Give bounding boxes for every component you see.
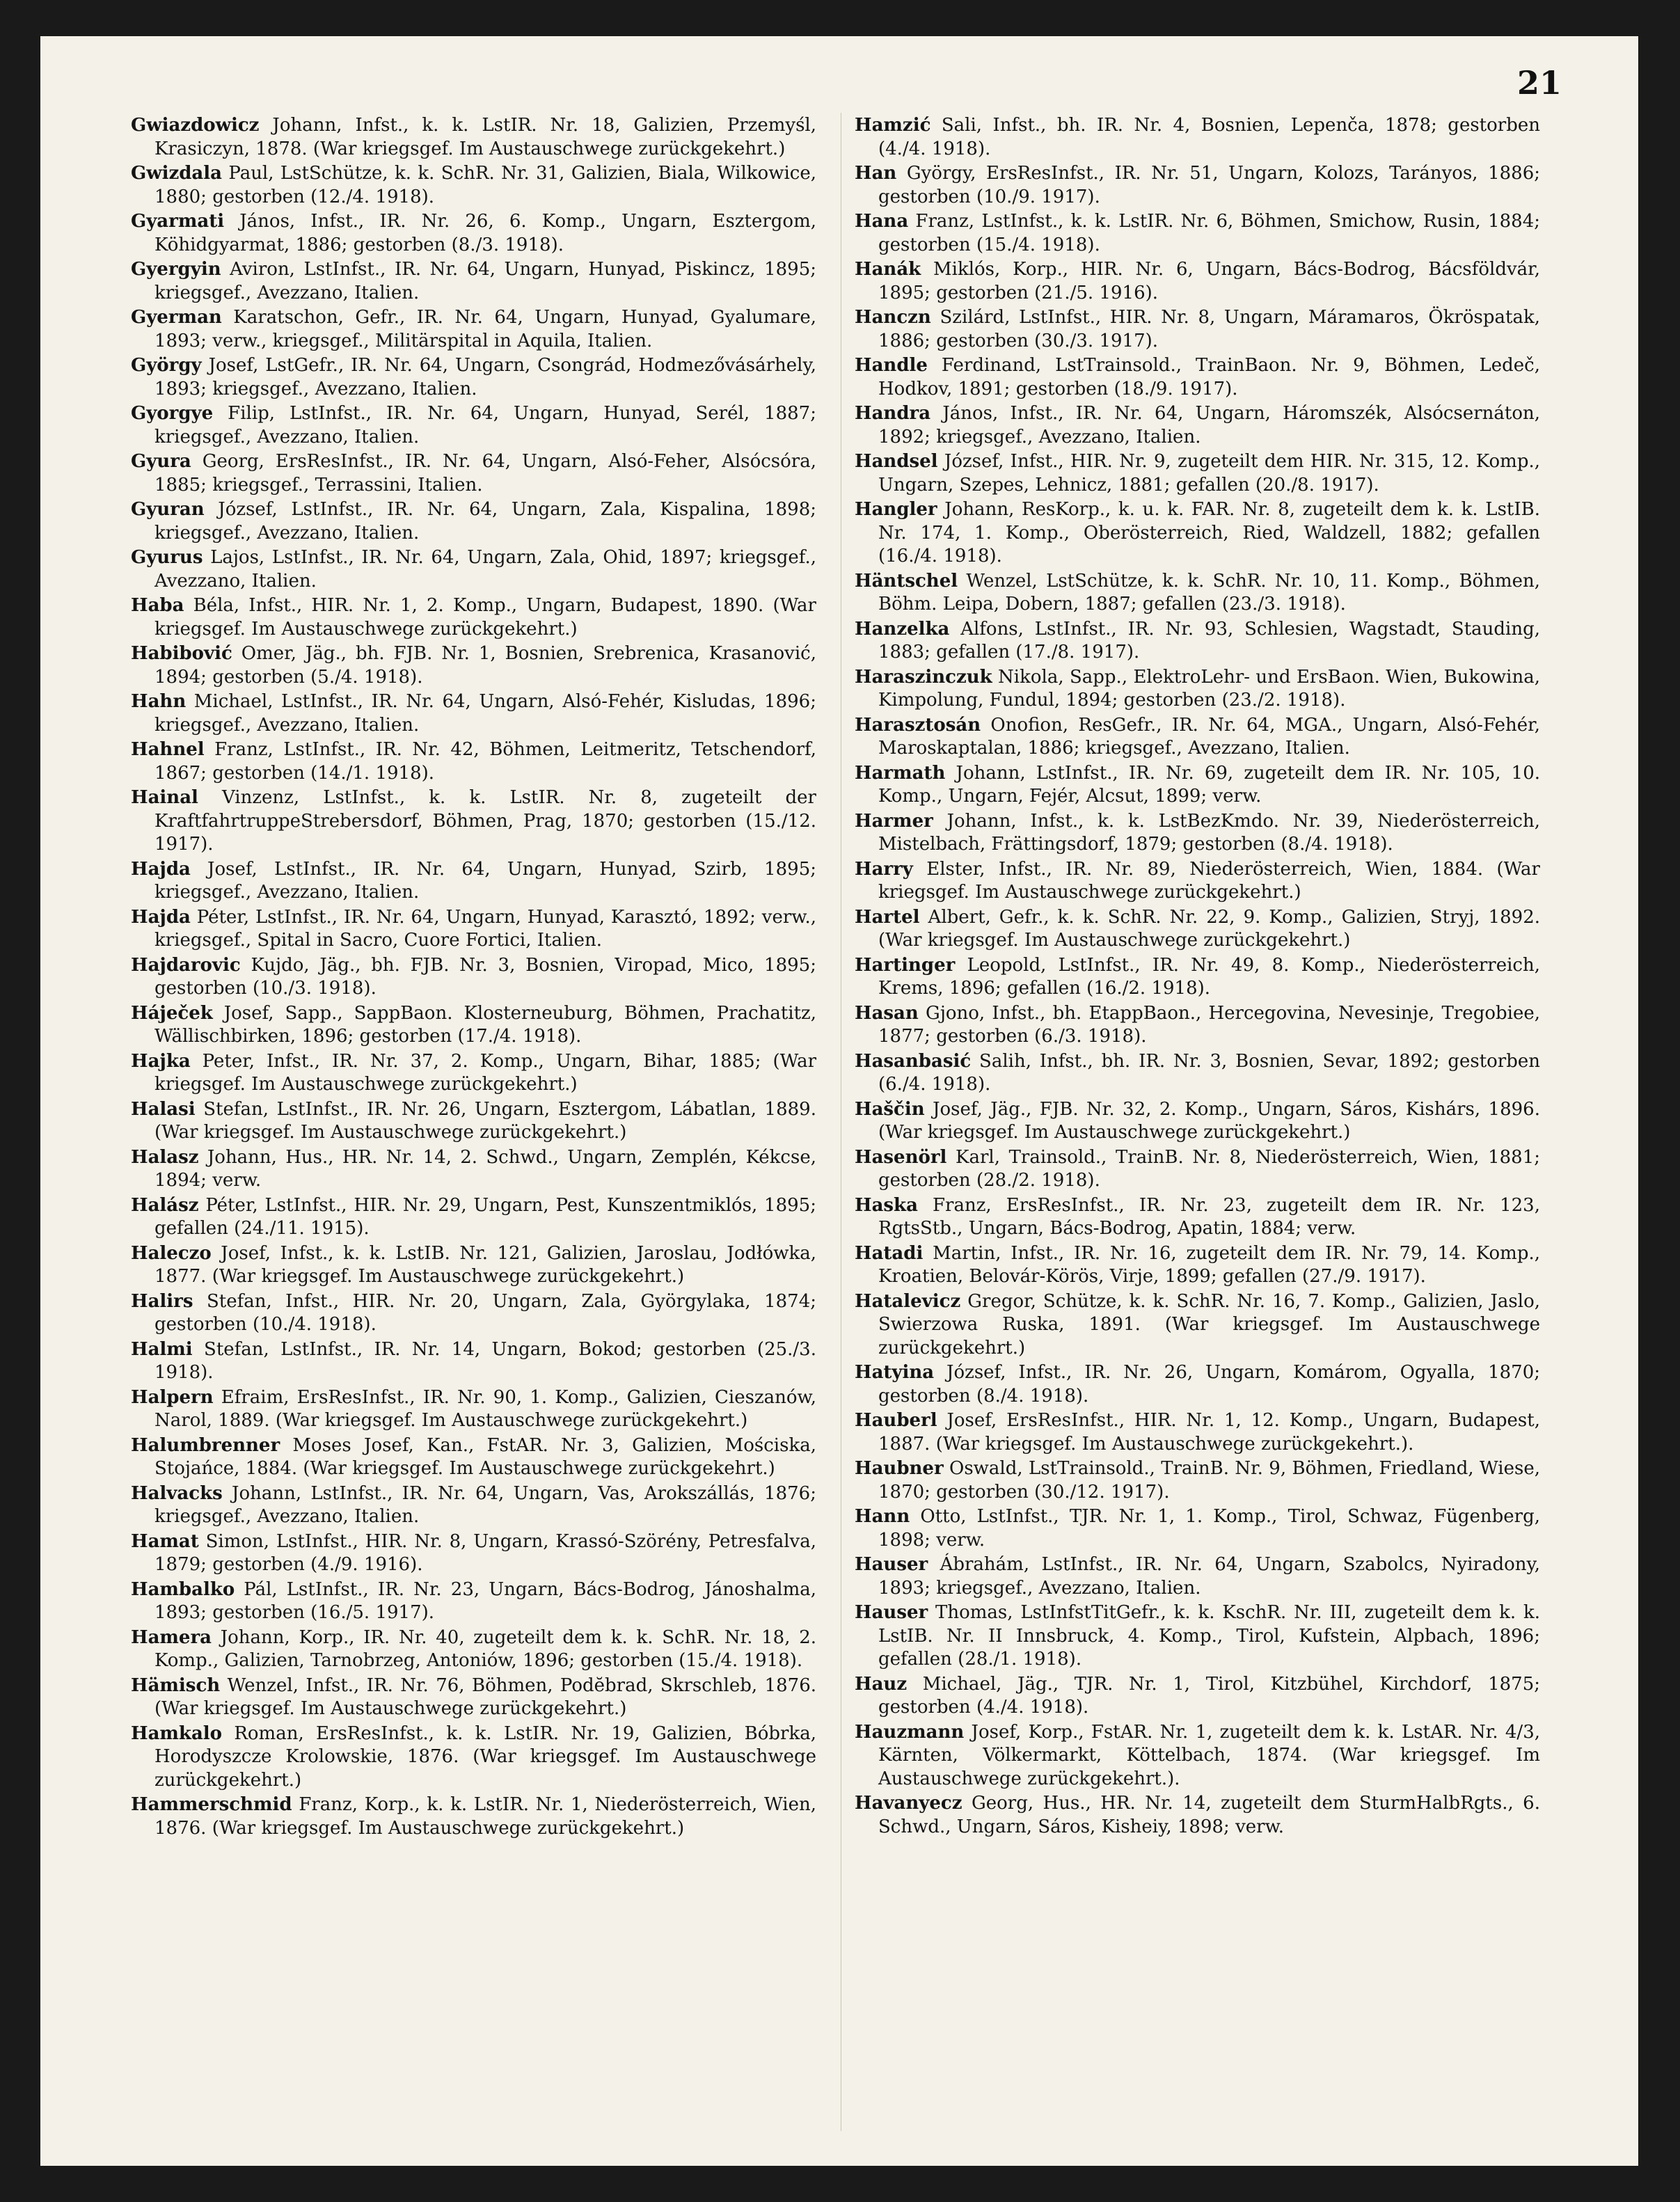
list-item [855,498,1540,569]
entry-surname: Hatyina [855,1362,935,1383]
entry-details: Efraim, ErsResInfst., IR. Nr. 90, 1. Komp., Galizien, Cieszanów, Narol, 1889. (War kriegsgef. Im Austauschwege zurückgekehrt.) [154,1386,816,1431]
entry-surname: Hajka [131,1050,191,1072]
list-item [855,1290,1540,1361]
entry-details: Nikola, Sapp., ElektroLehr- und ErsBaon. Wien, Bukowina, Kimpolung, Fundul, 1894; gestorben (23./2. 1918). [878,666,1540,711]
entry-surname: Halirs [131,1290,193,1312]
entry-surname: Harasztosán [855,714,981,736]
entry-details: Omer, Jäg., bh. FJB. Nr. 1, Bosnien, Srebrenica, Krasanović, 1894; gestorben (5./4. 1918). [154,643,816,688]
list-item [855,714,1540,761]
entry-details: Josef, Infst., k. k. LstIB. Nr. 121, Galizien, Jaroslau, Jodłówka, 1877. (War kriegsgef. Im Austauschwege zurückgekehrt.) [154,1242,816,1287]
entry-details: Elster, Infst., IR. Nr. 89, Niederösterreich, Wien, 1884. (War kriegsgef. Im Austauschwege zurückgekehrt.) [878,858,1540,903]
entry-surname: Gwizdala [131,163,222,184]
entry-details: Gregor, Schütze, k. k. SchR. Nr. 16, 7. Komp., Galizien, Jaslo, Swierzowa Ruska, 1891. (War kriegsgef. Im Austauschwege zurückgekehrt.) [878,1290,1540,1359]
entry-surname: Hasenörl [855,1146,947,1168]
entry-details: Michael, LstInfst., IR. Nr. 64, Ungarn, Alsó-Fehér, Kisludas, 1896; kriegsgef., Avezzano, Italien. [154,691,816,736]
entry-surname: Halvacks [131,1482,223,1504]
entry-surname: Gyorgye [131,403,214,424]
list-item [131,906,816,953]
list-item [131,1482,816,1529]
entry-surname: Hauser [855,1602,928,1623]
entry-details: Josef, LstInfst., IR. Nr. 64, Ungarn, Hunyad, Szirb, 1895; kriegsgef., Avezzano, Italien. [154,858,816,903]
entry-surname: Haska [855,1194,918,1216]
entry-surname: Hahn [131,691,187,712]
entry-details: Lajos, LstInfst., IR. Nr. 64, Ungarn, Zala, Ohid, 1897; kriegsgef., Avezzano, Italien. [154,547,816,592]
list-item [131,1194,816,1241]
list-item [855,1601,1540,1672]
entry-surname: Handsel [855,451,938,472]
entry-surname: Han [855,163,897,184]
list-item [131,258,816,305]
list-item [855,858,1540,905]
list-item [131,1434,816,1481]
list-item [855,258,1540,305]
entry-details: Albert, Gefr., k. k. SchR. Nr. 22, 9. Komp., Galizien, Stryj, 1892. (War kriegsgef. Im Austauschwege zurückgekehrt.) [878,906,1540,951]
list-item [855,1242,1540,1289]
entry-details: Martin, Infst., IR. Nr. 16, zugeteilt dem IR. Nr. 79, 14. Komp., Kroatien, Belovár-Körös, Virje, 1899; gefallen (27./9. 1917). [878,1242,1540,1287]
entry-surname: Hamkalo [131,1722,223,1744]
entry-surname: Harmath [855,762,946,784]
entry-details: Peter, Infst., IR. Nr. 37, 2. Komp., Ungarn, Bihar, 1885; (War kriegsgef. Im Austauschwege zurückgekehrt.) [154,1050,816,1095]
list-item [131,642,816,689]
entry-details: Franz, Korp., k. k. LstIR. Nr. 1, Niederösterreich, Wien, 1876. (War kriegsgef. Im Austauschwege zurückgekehrt.) [154,1794,816,1839]
list-item [855,1673,1540,1720]
entry-details: József, Infst., HIR. Nr. 9, zugeteilt dem HIR. Nr. 315, 12. Komp., Ungarn, Szepes, Lehnicz, 1881; gefallen (20./8. 1917). [878,451,1540,496]
list-item [855,906,1540,953]
entry-surname: Haba [131,595,184,616]
entry-surname: Hasan [855,1002,919,1024]
list-item [855,1050,1540,1097]
entry-details: Josef, Korp., FstAR. Nr. 1, zugeteilt dem k. k. LstAR. Nr. 4/3, Kärnten, Völkermarkt, Köttelbach, 1874. (War kriegsgef. Im Austauschwege zurückgekehrt.). [878,1721,1540,1789]
list-item [855,1457,1540,1504]
entry-surname: Hauberl [855,1410,937,1431]
entry-details: Péter, LstInfst., HIR. Nr. 29, Ungarn, Pest, Kunszentmiklós, 1895; gefallen (24./11. 1915). [154,1194,816,1239]
entry-details: Josef, Jäg., FJB. Nr. 32, 2. Komp., Ungarn, Sáros, Kishárs, 1896. (War kriegsgef. Im Austauschwege zurückgekehrt.) [878,1098,1540,1143]
entry-details: Franz, LstInfst., IR. Nr. 42, Böhmen, Leitmeritz, Tetschendorf, 1867; gestorben (14./1. 1918). [154,739,816,784]
list-item [855,570,1540,617]
list-item [131,1530,816,1577]
entry-details: Moses Josef, Kan., FstAR. Nr. 3, Galizien, Mościska, Stojańce, 1884. (War kriegsgef. Im Austauschwege zurückgekehrt.) [154,1434,816,1479]
entry-details: Johann, Infst., k. k. LstIR. Nr. 18, Galizien, Przemyśl, Krasiczyn, 1878. (War kriegsgef. Im Austauschwege zurückgekehrt.) [154,115,816,159]
entry-details: József, Infst., IR. Nr. 26, Ungarn, Komárom, Ogyalla, 1870; gestorben (8./4. 1918). [878,1362,1540,1407]
entry-details: Josef, ErsResInfst., HIR. Nr. 1, 12. Komp., Ungarn, Budapest, 1887. (War kriegsgef. Im Austauschwege zurückgekehrt.). [878,1410,1540,1455]
entry-details: Stefan, LstInfst., IR. Nr. 14, Ungarn, Bokod; gestorben (25./3. 1918). [154,1338,816,1383]
entry-surname: Gyerman [131,307,222,328]
entry-surname: Hanzelka [855,618,950,640]
entry-surname: Hainal [131,787,198,808]
list-item [131,402,816,449]
entry-surname: Hanczn [855,307,931,328]
list-item [855,1146,1540,1193]
list-item [131,498,816,545]
list-item [131,354,816,401]
list-item [131,858,816,905]
entry-surname: Gwiazdowicz [131,115,260,136]
right-column [855,114,1540,1840]
entry-surname: Harry [855,858,913,880]
entry-details: Georg, ErsResInfst., IR. Nr. 64, Ungarn, Alsó-Feher, Alsócsóra, 1885; kriegsgef., Terrassini, Italien. [154,451,816,496]
entry-details: Ábrahám, LstInfst., IR. Nr. 64, Ungarn, Szabolcs, Nyiradony, 1893; kriegsgef., Avezzano, Italien. [878,1554,1540,1599]
entry-surname: Gyarmati [131,211,225,232]
list-item [855,1792,1540,1839]
entry-surname: Hartinger [855,954,956,976]
entry-details: Aviron, LstInfst., IR. Nr. 64, Ungarn, Hunyad, Piskincz, 1895; kriegsgef., Avezzano, Italien. [154,259,816,303]
list-item [855,1409,1540,1456]
list-item [855,306,1540,353]
list-item [131,594,816,641]
list-item [131,162,816,209]
entry-surname: Halász [131,1194,199,1216]
list-item [855,450,1540,497]
list-item [855,354,1540,401]
list-item [131,786,816,857]
entry-details: Georg, Hus., HR. Nr. 14, zugeteilt dem SturmHalbRgts., 6. Schwd., Ungarn, Sáros, Kisheiy, 1898; verw. [878,1793,1540,1837]
entry-details: Vinzenz, LstInfst., k. k. LstIR. Nr. 8, zugeteilt der KraftfahrtruppeStrebersdorf, Böhmen, Prag, 1870; gestorben (15./12. 1917). [154,787,816,855]
list-item [855,402,1540,449]
list-item [855,1553,1540,1600]
entry-surname: Haraszinczuk [855,666,992,688]
entry-surname: Hann [855,1506,910,1527]
list-item [855,1721,1540,1791]
list-item [855,762,1540,809]
list-item [131,1722,816,1793]
entry-details: Karatschon, Gefr., IR. Nr. 64, Ungarn, Hunyad, Gyalumare, 1893; verw., kriegsgef., Militärspital in Aquila, Italien. [154,307,816,351]
entry-details: Paul, LstSchütze, k. k. SchR. Nr. 31, Galizien, Biala, Wilkowice, 1880; gestorben (12./4. 1918). [154,163,816,207]
entry-surname: Hajdarovic [131,954,241,976]
entry-surname: Halasi [131,1098,196,1120]
entry-details: Szilárd, LstInfst., HIR. Nr. 8, Ungarn, Máramaros, Ökröspatak, 1886; gestorben (30./3. 1917). [878,307,1540,351]
entry-details: Johann, LstInfst., IR. Nr. 64, Ungarn, Vas, Arokszállás, 1876; kriegsgef., Avezzano, Italien. [154,1482,816,1527]
entry-surname: Hangler [855,499,937,520]
entry-surname: Hamera [131,1626,212,1648]
entry-surname: Gyuran [131,499,205,520]
entry-details: Salih, Infst., bh. IR. Nr. 3, Bosnien, Sevar, 1892; gestorben (6./4. 1918). [878,1050,1540,1095]
list-item [131,546,816,593]
book-page [40,36,1638,2166]
entry-surname: Gyura [131,451,191,472]
entry-surname: Harmer [855,810,933,832]
entry-surname: Haubner [855,1458,944,1479]
entry-details: Béla, Infst., HIR. Nr. 1, 2. Komp., Ungarn, Budapest, 1890. (War kriegsgef. Im Austauschwege zurückgekehrt.) [154,595,816,640]
list-item [855,810,1540,857]
entry-surname: Hahnel [131,739,205,760]
entry-details: Miklós, Korp., HIR. Nr. 6, Ungarn, Bács-Bodrog, Bácsföldvár, 1895; gestorben (21./5. 1916). [878,259,1540,303]
list-item [855,1505,1540,1552]
list-item [855,1002,1540,1049]
entry-details: Stefan, Infst., HIR. Nr. 20, Ungarn, Zala, Györgylaka, 1874; gestorben (10./4. 1918). [154,1290,816,1335]
entry-surname: Hajda [131,858,191,880]
entry-surname: Hauser [855,1554,928,1575]
entry-details: Sali, Infst., bh. IR. Nr. 4, Bosnien, Lepenča, 1878; gestorben (4./4. 1918). [878,115,1540,159]
entry-surname: Haleczo [131,1242,212,1264]
entry-surname: Hauz [855,1673,908,1695]
entry-details: Michael, Jäg., TJR. Nr. 1, Tirol, Kitzbühel, Kirchdorf, 1875; gestorben (4./4. 1918). [878,1673,1540,1718]
list-item [131,954,816,1001]
entry-surname: Halumbrenner [131,1434,280,1456]
entry-surname: Handra [855,403,931,424]
entry-surname: Handle [855,355,928,376]
entry-details: Simon, LstInfst., HIR. Nr. 8, Ungarn, Krassó-Szörény, Petresfalva, 1879; gestorben (4./9. 1916). [154,1530,816,1575]
entry-surname: Häntschel [855,570,958,592]
entry-surname: Hambalko [131,1578,235,1600]
list-item [855,114,1540,161]
list-item [131,1290,816,1337]
list-item [855,210,1540,257]
list-item [131,114,816,161]
left-column [131,114,816,1841]
list-item [855,1194,1540,1241]
list-item [131,738,816,785]
entry-surname: Hatalevicz [855,1290,961,1312]
entry-details: Onofion, ResGefr., IR. Nr. 64, MGA., Ungarn, Alsó-Fehér, Maroskaptalan, 1886; kriegsgef., Avezzano, Italien. [878,714,1540,759]
list-item [855,954,1540,1001]
entry-details: Stefan, LstInfst., IR. Nr. 26, Ungarn, Esztergom, Lábatlan, 1889. (War kriegsgef. Im Austauschwege zurückgekehrt.) [154,1098,816,1143]
entry-details: Roman, ErsResInfst., k. k. LstIR. Nr. 19, Galizien, Bóbrka, Horodyszcze Krolowskie, 1876. (War kriegsgef. Im Austauschwege zurückgekehrt.) [154,1722,816,1791]
list-item [855,666,1540,713]
entry-details: Johann, Korp., IR. Nr. 40, zugeteilt dem k. k. SchR. Nr. 18, 2. Komp., Galizien, Tarnobrzeg, Antoniów, 1896; gestorben (15./4. 1918). [154,1626,816,1671]
list-item [131,1386,816,1433]
entry-details: János, Infst., IR. Nr. 64, Ungarn, Háromszék, Alsócsernáton, 1892; kriegsgef., Avezzano, Italien. [878,403,1540,447]
entry-details: Karl, Trainsold., TrainB. Nr. 8, Niederösterreich, Wien, 1881; gestorben (28./2. 1918). [878,1146,1540,1191]
list-item [131,1146,816,1193]
entry-details: Franz, LstInfst., k. k. LstIR. Nr. 6, Böhmen, Smichow, Rusin, 1884; gestorben (15./4. 1918). [878,211,1540,255]
list-item [131,1002,816,1049]
entry-surname: Hauzmann [855,1721,965,1743]
entry-details: Leopold, LstInfst., IR. Nr. 49, 8. Komp., Niederösterreich, Krems, 1896; gefallen (16./2. 1918). [878,954,1540,999]
entry-surname: Hämisch [131,1674,221,1696]
entry-details: József, LstInfst., IR. Nr. 64, Ungarn, Zala, Kispalina, 1898; kriegsgef., Avezzano, Italien. [154,499,816,544]
entry-surname: Hatadi [855,1242,924,1264]
list-item [131,210,816,257]
entry-details: Oswald, LstTrainsold., TrainB. Nr. 9, Böhmen, Friedland, Wiese, 1870; gestorben (30./12. 1917). [878,1458,1540,1503]
entry-details: Pál, LstInfst., IR. Nr. 23, Ungarn, Bács-Bodrog, Jánoshalma, 1893; gestorben (16./5. 1917). [154,1578,816,1623]
entry-details: Ferdinand, LstTrainsold., TrainBaon. Nr. 9, Böhmen, Ledeč, Hodkov, 1891; gestorben (18./9. 1917). [878,355,1540,399]
list-item [131,1626,816,1673]
list-item [131,1578,816,1625]
list-item [131,1338,816,1385]
page-number: 21 [1516,64,1562,102]
entry-details: János, Infst., IR. Nr. 26, 6. Komp., Ungarn, Esztergom, Köhidgyarmat, 1886; gestorben (8./3. 1918). [154,211,816,255]
entry-details: Wenzel, Infst., IR. Nr. 76, Böhmen, Podĕbrad, Skrschleb, 1876. (War kriegsgef. Im Austauschwege zurückgekehrt.) [154,1674,816,1719]
list-item [855,618,1540,665]
entry-details: Josef, LstGefr., IR. Nr. 64, Ungarn, Csongrád, Hodmezővásárhely, 1893; kriegsgef., Avezzano, Italien. [154,355,816,399]
entry-surname: Háječek [131,1002,213,1024]
entry-surname: Habibović [131,643,232,664]
entry-details: Thomas, LstInfstTitGefr., k. k. KschR. Nr. III, zugeteilt dem k. k. LstIB. Nr. II Innsbruck, 4. Komp., Tirol, Kufstein, Alpbach, 1896; gefallen (28./1. 1918). [878,1602,1540,1670]
entry-surname: György [131,355,202,376]
list-item [131,306,816,353]
entry-details: Wenzel, LstSchütze, k. k. SchR. Nr. 10, 11. Komp., Böhmen, Böhm. Leipa, Dobern, 1887; gefallen (23./3. 1918). [878,570,1540,615]
list-item [131,1674,816,1721]
list-item [131,1050,816,1097]
entry-details: Josef, Sapp., SappBaon. Klosterneuburg, Böhmen, Prachatitz, Wällischbirken, 1896; gestorben (17./4. 1918). [154,1002,816,1047]
entry-surname: Gyurus [131,547,203,568]
entry-surname: Gyergyin [131,259,221,280]
entry-details: György, ErsResInfst., IR. Nr. 51, Ungarn, Kolozs, Tarányos, 1886; gestorben (10./9. 1917). [878,163,1540,207]
entry-details: Johann, LstInfst., IR. Nr. 69, zugeteilt dem IR. Nr. 105, 10. Komp., Ungarn, Fejér, Alcsut, 1899; verw. [878,762,1540,807]
list-item [131,1098,816,1145]
list-item [855,1098,1540,1145]
entry-surname: Hajda [131,906,191,928]
entry-surname: Halasz [131,1146,199,1168]
entry-details: Johann, ResKorp., k. u. k. FAR. Nr. 8, zugeteilt dem k. k. LstIB. Nr. 174, 1. Komp., Oberösterreich, Ried, Waldzell, 1882; gefallen (16./4. 1918). [878,499,1540,567]
entry-surname: Haščin [855,1098,925,1120]
list-item [855,162,1540,209]
entry-details: Gjono, Infst., bh. EtappBaon., Hercegovina, Nevesinje, Tregobiee, 1877; gestorben (6./3. 1918). [878,1002,1540,1047]
entry-surname: Hammerschmid [131,1794,292,1815]
list-item [131,690,816,737]
entry-surname: Hartel [855,906,920,928]
entry-details: Johann, Infst., k. k. LstBezKmdo. Nr. 39, Niederösterreich, Mistelbach, Frättingsdorf, 1879; gestorben (8./4. 1918). [878,810,1540,855]
entry-details: Otto, LstInfst., TJR. Nr. 1, 1. Komp., Tirol, Schwaz, Fügenberg, 1898; verw. [878,1506,1540,1551]
entry-surname: Hana [855,211,909,232]
entry-surname: Hamzić [855,115,931,136]
list-item [131,1793,816,1840]
entry-details: Kujdo, Jäg., bh. FJB. Nr. 3, Bosnien, Viropad, Mico, 1895; gestorben (10./3. 1918). [154,954,816,999]
entry-details: Filip, LstInfst., IR. Nr. 64, Ungarn, Hunyad, Serél, 1887; kriegsgef., Avezzano, Italien. [154,403,816,447]
entry-details: Alfons, LstInfst., IR. Nr. 93, Schlesien, Wagstadt, Stauding, 1883; gefallen (17./8. 1917). [878,618,1540,663]
entry-surname: Hasanbasić [855,1050,972,1072]
entry-surname: Havanyecz [855,1793,962,1814]
entry-surname: Halpern [131,1386,214,1408]
list-item [855,1361,1540,1408]
entry-details: Franz, ErsResInfst., IR. Nr. 23, zugeteilt dem IR. Nr. 123, RgtsStb., Ungarn, Bács-Bodrog, Apatin, 1884; verw. [878,1194,1540,1239]
entry-surname: Hamat [131,1530,199,1552]
entry-surname: Hanák [855,259,921,280]
list-item [131,450,816,497]
entry-details: Johann, Hus., HR. Nr. 14, 2. Schwd., Ungarn, Zemplén, Kékcse, 1894; verw. [154,1146,816,1191]
list-item [131,1242,816,1289]
entry-details: Péter, LstInfst., IR. Nr. 64, Ungarn, Hunyad, Karasztó, 1892; verw., kriegsgef., Spital in Sacro, Cuore Fortici, Italien. [154,906,816,951]
entry-surname: Halmi [131,1338,193,1360]
